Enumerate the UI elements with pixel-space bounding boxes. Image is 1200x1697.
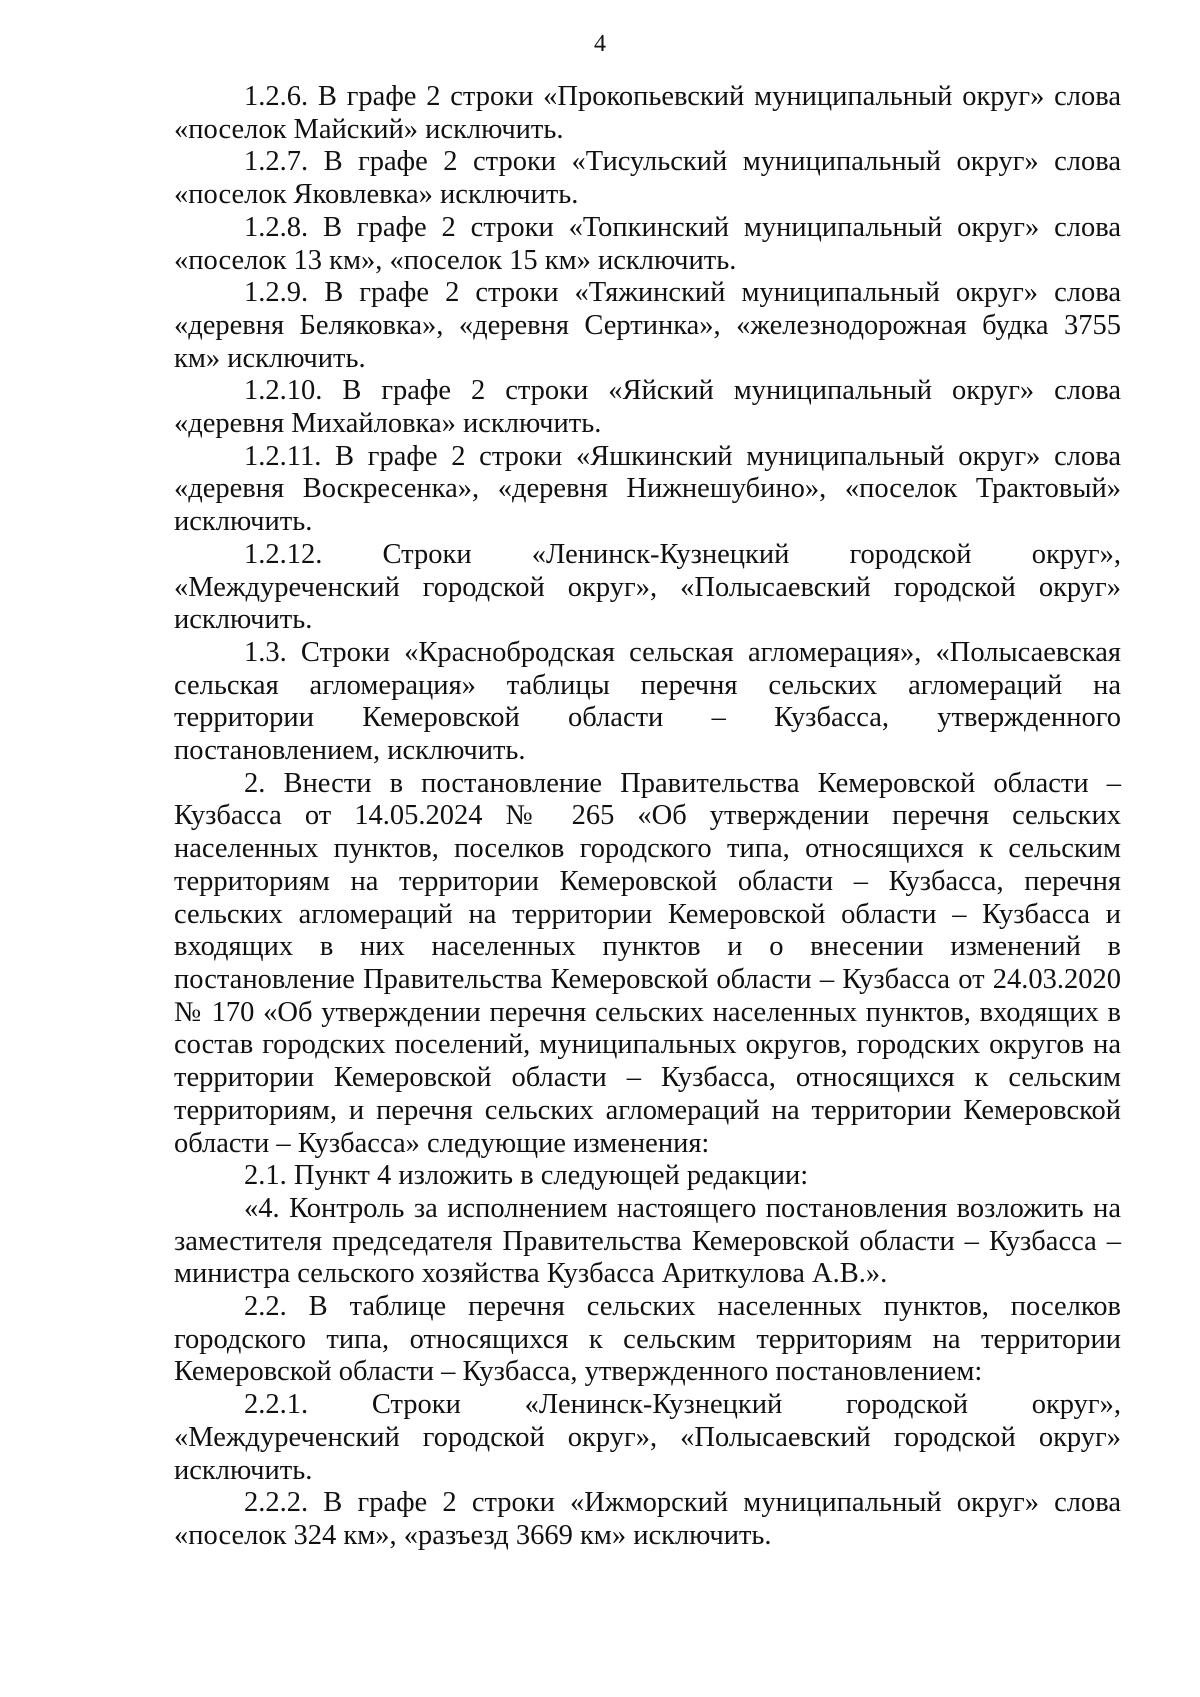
paragraph-2-1-quote: «4. Контроль за исполнением настоящего постановления возложить на заместителя председателя Правительства Кемеровской области – Кузбасса – министра сельского хозяйства Кузбасса Ариткулова А.В.».: [174, 1192, 1121, 1290]
page-number: 4: [594, 31, 606, 57]
paragraph-2-2: 2.2. В таблице перечня сельских населенных пунктов, поселков городского типа, относящихся к сельским территориям на территории Кемеровской области – Кузбасса, утвержденного постановлением:: [174, 1291, 1121, 1388]
paragraph-1-2-12: 1.2.12. Строки «Ленинск-Кузнецкий городской округ», «Междуреченский городской округ», «Полысаевский городской округ» исключить.: [174, 538, 1121, 636]
paragraph-2-2-1: 2.2.1. Строки «Ленинск-Кузнецкий городской округ», «Междуреченский городской округ», «Полысаевский городской округ» исключить.: [174, 1389, 1121, 1486]
paragraph-1-2-10: 1.2.10. В графе 2 строки «Яйский муниципальный округ» слова «деревня Михайловка» исключить.: [174, 375, 1121, 440]
document-body: [174, 81, 1121, 1553]
paragraph-1-3: 1.3. Строки «Краснобродская сельская агломерация», «Полысаевская сельская агломерация» таблицы перечня сельских агломераций на территории Кемеровской области – Кузбасса, утвержденного постановлением, исключить.: [174, 636, 1121, 767]
paragraph-1-2-7: 1.2.7. В графе 2 строки «Тисульский муниципальный округ» слова «поселок Яковлевка» исключить.: [174, 146, 1121, 211]
paragraph-2: 2. Внести в постановление Правительства Кемеровской области – Кузбасса от 14.05.2024 № 265 «Об утверждении перечня сельских населенных пунктов, поселков городского типа, относящихся к сельским территориям на территории Кемеровской области – Кузбасса, перечня сельских агломераций на территории Кемеровской области – Кузбасса и входящих в них населенных пунктов и о внесении изменений в постановление Правительства Кемеровской области – Кузбасса от 24.03.2020 № 170 «Об утверждении перечня сельских населенных пунктов, входящих в состав городских поселений, муниципальных округов, городских округов на территории Кемеровской области – Кузбасса, относящихся к сельским территориям, и перечня сельских агломераций на территории Кемеровской области – Кузбасса» следующие изменения:: [174, 767, 1121, 1159]
paragraph-1-2-11: 1.2.11. В графе 2 строки «Яшкинский муниципальный округ» слова «деревня Воскресенка», «деревня Нижнешубино», «поселок Трактовый» исключить.: [174, 440, 1121, 538]
paragraph-1-2-6: 1.2.6. В графе 2 строки «Прокопьевский муниципальный округ» слова «поселок Майский» исключить.: [174, 81, 1121, 145]
paragraph-1-2-8: 1.2.8. В графе 2 строки «Топкинский муниципальный округ» слова «поселок 13 км», «поселок 15 км» исключить.: [174, 211, 1121, 276]
paragraph-1-2-9: 1.2.9. В графе 2 строки «Тяжинский муниципальный округ» слова «деревня Беляковка», «деревня Сертинка», «железнодорожная будка 3755 км» исключить.: [174, 277, 1121, 374]
paragraph-2-2-2: 2.2.2. В графе 2 строки «Ижморский муниципальный округ» слова «поселок 324 км», «разъезд 3669 км» исключить.: [174, 1487, 1121, 1551]
paragraph-2-1: 2.1. Пункт 4 изложить в следующей редакции:: [244, 1160, 809, 1192]
